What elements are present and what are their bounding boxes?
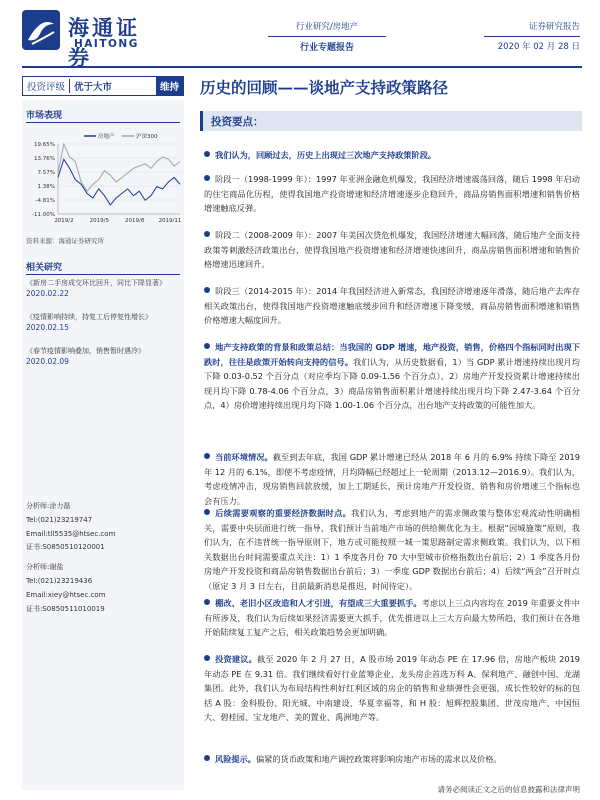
bullet-icon bbox=[204, 175, 210, 181]
report-type: 行业专题报告 bbox=[299, 43, 354, 53]
analyst-info bbox=[26, 500, 182, 616]
header-rule bbox=[22, 66, 582, 68]
analyst-line: Tel:(021)23219436 bbox=[26, 576, 93, 585]
key-point-text: 我们认为，从历史数据看，1）当 GDP 累计增速持续出现月均下降 0.03-0.52 个百分点（对应季均下降 0.09-1.56 个百分点），2）房地产开发投资累计增速持续出现月均下降 0.78-4.06 个百分点，3）商品房销售面积累计增速持续出现月均下降 2.47-3.64 个百分点，4）房价增速持续出现月均下降 1.00-1.06 个百分点，出台地产支持政策的可能性加大。 bbox=[204, 356, 580, 410]
key-points-title: 投资要点： bbox=[211, 116, 264, 128]
page-title: 历史的回顾——谈地产支持政策路径 bbox=[200, 78, 449, 97]
legend-label-b: 沪深300 bbox=[136, 134, 158, 140]
key-point-bold: 当前环境情况。 bbox=[215, 452, 273, 462]
key-point-9 bbox=[204, 652, 580, 725]
key-point-bold: 棚改、老旧小区改造和人才引进，有望成三大重要抓手。 bbox=[215, 598, 422, 608]
x-tick-label: 2019/5 bbox=[89, 218, 110, 224]
bullet-icon bbox=[204, 231, 210, 237]
bullet-icon bbox=[204, 453, 210, 459]
related-item-title: 《新房二手房成交环比回升，同比下降显著》 bbox=[26, 279, 166, 287]
analyst-line: 证书:S0850510120001 bbox=[26, 543, 105, 552]
key-point-bold: 后续需要观察的重要经济数据时点。 bbox=[215, 508, 352, 518]
related-item[interactable] bbox=[26, 346, 182, 367]
logo-text-en: HAITONG bbox=[74, 38, 139, 50]
key-point-text: 我们认为，回顾过去，历史上出现过三次地产支持政策阶段。 bbox=[215, 150, 437, 160]
bullet-icon bbox=[204, 343, 210, 349]
bullet-icon bbox=[204, 151, 210, 157]
key-point-7 bbox=[204, 506, 580, 593]
rating-value: 优于大市 bbox=[69, 79, 116, 93]
key-point-10 bbox=[204, 752, 580, 767]
key-point-text: 偏紧的货币政策和地产调控政策将影响房地产市场的需求以及价格。 bbox=[255, 754, 502, 764]
key-point-1 bbox=[204, 148, 580, 163]
logo-text-cn: 海通证券 bbox=[68, 15, 140, 70]
market-rule bbox=[26, 122, 180, 123]
key-point-text: 阶段二（2008-2009 年）：2007 年美国次贷危机爆发，我国经济增速大幅回落，随后地产全面支持政策等刺激经济政策出台，使得我国地产投资增速和经济增速快速回升，商品房销售面积增速和销售价格增速迅速回升。 bbox=[204, 230, 580, 269]
report-label: 证券研究报告 bbox=[528, 22, 580, 32]
report-category: 行业研究/房地产 bbox=[295, 22, 359, 32]
footer-disclaimer: 请务必阅读正文之后的信息披露和法律声明 bbox=[437, 785, 580, 794]
chart-source: 资料来源：海通证券研究所 bbox=[26, 237, 104, 245]
key-point-bold: 投资建议。 bbox=[215, 654, 257, 664]
key-point-text: 我们认为，考虑到地产的需求侧政策与整体宏观流动性明确相关，需要中央层面进行统一指导，我们预计当前地产市场的供给侧优化为主。根据“因城施策”原则，我们认为，在不违背统一指导原则下，地方或可能按照一城一策思路制定需求侧政策。我们认为，以下相关数据出台时间需要重点关注：1）1 季度各月份 70 大中型城市价格指数出台前后；2）1 季度各月份房地产开发投资和商品房销售数据出台前后；3）一季度 GDP 数据出台前后；4）后续“两会”召开时点（原定 3 月 3 日左右，目前最新消息是推迟，时间待定）。 bbox=[204, 508, 580, 591]
y-tick-label: 7.57% bbox=[37, 170, 55, 176]
analyst-line[interactable]: Email:tll5535@htsec.com bbox=[26, 529, 116, 538]
key-point-text: 截至 2020 年 2 月 27 日，A 股市场 2019 年动态 PE 在 17.96 倍，房地产板块 2019 年动态 PE 在 9.31 倍。我们继续看好行业蓝筹企业，龙头房企首选万科 A、保利地产、融创中国、龙湖集团。此外，我们认为布局结构性利好红利区域的房企的销售和业绩弹性会更强，成长性较好的标的包括 A 股：金科股份、阳光城、中南建设、华夏幸福等，和 H 股：旭辉控股集团、世茂房地产、中国恒大、碧桂园、宝龙地产、美的置业、禹洲地产等。 bbox=[204, 654, 580, 722]
key-point-5 bbox=[204, 340, 580, 413]
key-points-header bbox=[200, 111, 582, 131]
header-divider bbox=[268, 36, 386, 37]
key-point-2 bbox=[204, 172, 580, 216]
related-item-title: 《疫情影响持续，持复工后停复性增长》 bbox=[26, 313, 152, 321]
y-tick-label: 13.76% bbox=[34, 156, 55, 162]
key-point-3 bbox=[204, 228, 580, 272]
bullet-icon bbox=[204, 599, 210, 605]
bullet-icon bbox=[204, 755, 210, 761]
series-line-hs300 bbox=[58, 144, 180, 191]
y-tick-label: -11.00% bbox=[32, 212, 55, 218]
related-item[interactable] bbox=[26, 278, 182, 299]
analyst-line: 证书:S0850511010019 bbox=[26, 604, 105, 613]
related-item-date: 2020.02.22 bbox=[26, 288, 69, 298]
key-point-4 bbox=[204, 284, 580, 328]
header-divider bbox=[484, 36, 580, 37]
key-point-8 bbox=[204, 596, 580, 640]
key-point-6 bbox=[204, 450, 580, 508]
rating-hold: 维持 bbox=[156, 77, 183, 95]
key-point-text: 阶段三（2014-2015 年）：2014 年我国经济进入新常态，我国经济增速逐年滑落，随后地产去库存相关政策出台，使得我国地产投资增速触底缓步回升和经济增速下降变缓，商品房销售面积增速和销售价格增速大幅度回升。 bbox=[204, 286, 580, 325]
x-tick-label: 2019/2 bbox=[54, 218, 74, 224]
haitong-logo-icon bbox=[22, 10, 60, 50]
analyst-line: 分析师:涂力磊 bbox=[26, 502, 71, 510]
investment-rating bbox=[22, 76, 184, 96]
key-point-bold: 地产支持政策的背景和政策总结：当我国的 GDP 增速，地产投资，销售，价格四个指标同时出现下跌时，往往是政策开始转向支持的信号。 bbox=[204, 342, 580, 367]
key-point-text: 考虑以上三点内容均在 2019 年重要文件中有所涉及，我们认为后续如果经济需要更大抓手，优先推进以上三大方向最大势所趋，我们预计在各地开始陆续复工复产之后，相关政策趋势会更加明确。 bbox=[204, 598, 580, 637]
related-item-title: 《春节疫情影响叠加，销售暂时遇冷》 bbox=[26, 347, 145, 355]
related-item-date: 2020.02.15 bbox=[26, 322, 69, 332]
bullet-icon bbox=[204, 287, 210, 293]
header-right bbox=[484, 20, 580, 52]
sidebar bbox=[22, 100, 184, 790]
market-chart bbox=[24, 130, 184, 230]
haitong-logo bbox=[22, 10, 162, 70]
y-tick-label: 1.38% bbox=[37, 184, 55, 190]
y-tick-label: 19.65% bbox=[34, 142, 55, 148]
report-date: 2020 年 02 月 28 日 bbox=[497, 42, 580, 52]
bullet-icon bbox=[204, 655, 210, 661]
analyst-line: 分析师:谢盐 bbox=[26, 563, 64, 572]
rating-label: 投资评级 bbox=[27, 82, 66, 93]
related-title: 相关研究 bbox=[26, 263, 63, 273]
key-point-bold: 风险提示。 bbox=[215, 754, 256, 764]
bullet-icon bbox=[204, 509, 210, 515]
x-tick-label: 2019/11 bbox=[158, 218, 182, 224]
key-point-text: 阶段一（1998-1999 年）：1997 年亚洲金融危机爆发，我国经济增速震荡回落，随后 1998 年启动的住宅商品化历程，使得我国地产投资增速和经济增速逐步企稳回升，商品房销售面积增速和销售价格增速触底反弹。 bbox=[204, 174, 580, 213]
analyst-line: Tel:(021)23219747 bbox=[26, 515, 93, 524]
x-tick-label: 2019/8 bbox=[124, 218, 145, 224]
y-tick-label: -4.81% bbox=[35, 198, 55, 204]
header-center bbox=[268, 20, 386, 53]
related-item-date: 2020.02.09 bbox=[26, 356, 69, 366]
related-rule bbox=[26, 274, 180, 275]
analyst-line[interactable]: Email:xiey@htsec.com bbox=[26, 590, 106, 599]
related-item[interactable] bbox=[26, 312, 182, 333]
key-point-text: 截至到去年底，我国 GDP 累计增速已经从 2018 年 6 月的 6.9% 持续下降至 2019 年 12 月的 6.1%，即使不考虑疫情，月均降幅已经超过上一轮周期（2013.12—2016.9）。我们认为，考虑疫情冲击，现房销售回款放缓，加上工期延长，预计房地产开发投资、销售和房价增速三个指标也会有压力。 bbox=[204, 452, 580, 506]
legend-label-a: 房地产 bbox=[98, 134, 115, 140]
market-title: 市场表现 bbox=[26, 111, 63, 121]
